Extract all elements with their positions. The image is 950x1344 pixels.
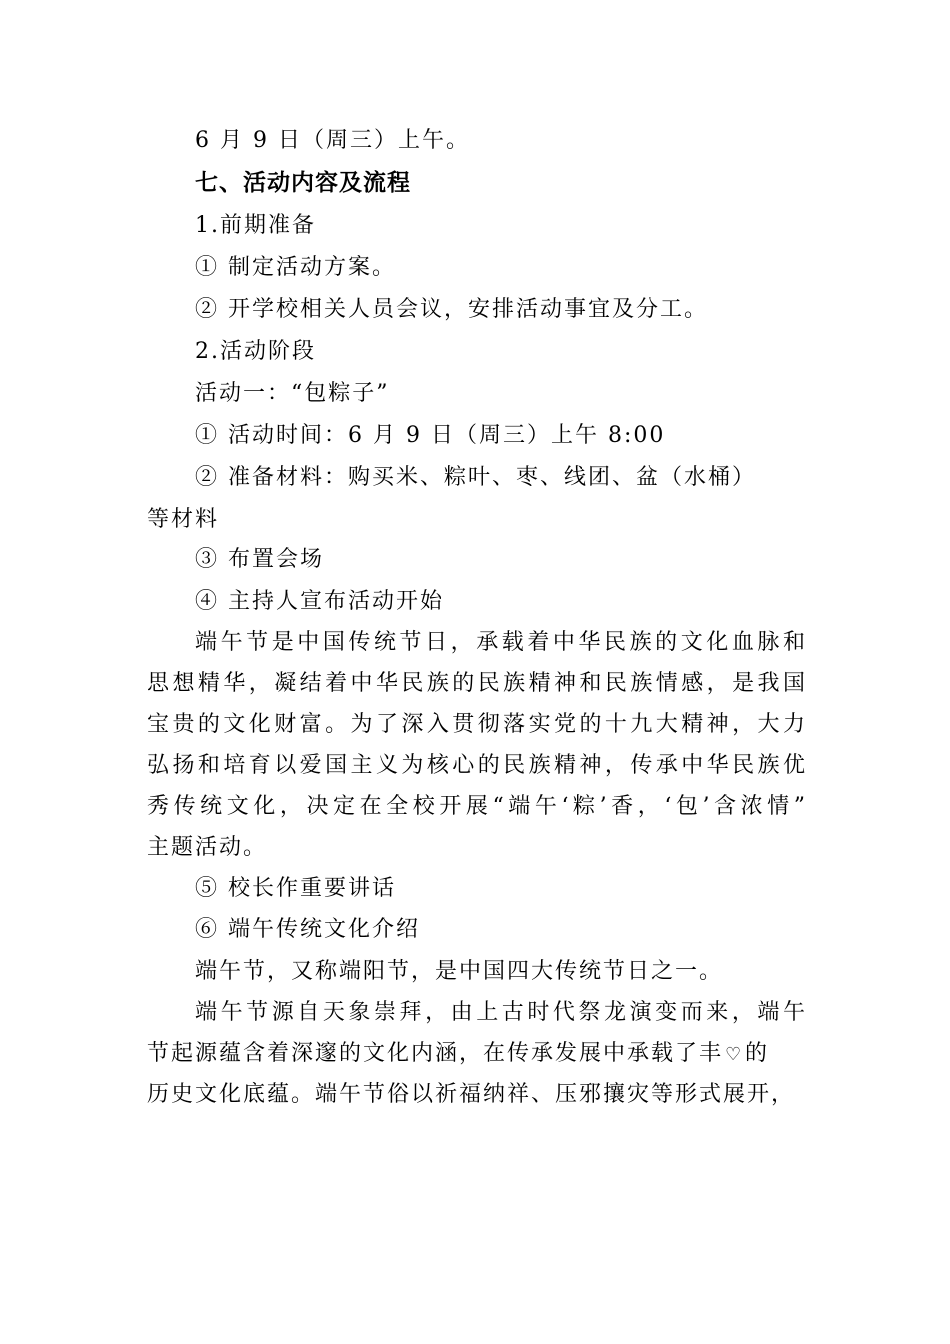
paragraph-line-end: 的 [745, 1041, 770, 1066]
list-item: ⑤ 校长作重要讲话 [195, 876, 396, 901]
list-item: ③ 布置会场 [195, 547, 324, 572]
missing-glyph-icon: ♡ [724, 1044, 744, 1065]
text-line: 6 月 9 日（周三）上午。 [195, 128, 470, 153]
list-item: ⑥ 端午传统文化介绍 [195, 917, 420, 942]
paragraph-line: 主题活动。 [147, 835, 268, 860]
text-line: 2.活动阶段 [195, 339, 316, 364]
section-heading: 七、活动内容及流程 [195, 170, 411, 196]
list-item: ④ 主持人宣布活动开始 [195, 589, 444, 614]
text-line: 1.前期准备 [195, 213, 316, 238]
paragraph-line [147, 1039, 807, 1070]
paragraph-line: 历史文化底蕴。端午节俗以祈福纳祥、压邪攘灾等形式展开， [147, 1082, 796, 1107]
list-item: ① 活动时间：6 月 9 日（周三）上午 8:00 [195, 423, 666, 448]
paragraph-line: 端午节是中国传统节日，承载着中华民族的文化血脉和 [195, 630, 807, 655]
list-item: ② 开学校相关人员会议，安排活动事宜及分工。 [195, 297, 708, 322]
paragraph-line: 端午节，又称端阳节，是中国四大传统节日之一。 [195, 959, 724, 984]
list-item: ① 制定活动方案。 [195, 255, 396, 280]
paragraph-line: 端午节源自天象崇拜，由上古时代祭龙演变而来，端午 [195, 1000, 807, 1025]
list-item: ② 准备材料：购买米、粽叶、枣、线团、盆（水桶） [195, 465, 756, 490]
paragraph-line-start: 节起源蕴含着深邃的文化内涵，在传承发展中承载了丰 [147, 1041, 724, 1066]
paragraph-line: 弘扬和培育以爱国主义为核心的民族精神，传承中华民族优 [147, 753, 807, 778]
paragraph-line: 宝贵的文化财富。为了深入贯彻落实党的十九大精神，大力 [147, 712, 807, 737]
paragraph-line: 秀传统文化，决定在全校开展“端午‘粽’香，‘包’含浓情” [147, 794, 807, 819]
text-line: 活动一：“包粽子” [195, 381, 390, 406]
text-line: 等材料 [147, 507, 220, 532]
paragraph-line: 思想精华，凝结着中华民族的民族精神和民族情感，是我国 [147, 671, 807, 696]
